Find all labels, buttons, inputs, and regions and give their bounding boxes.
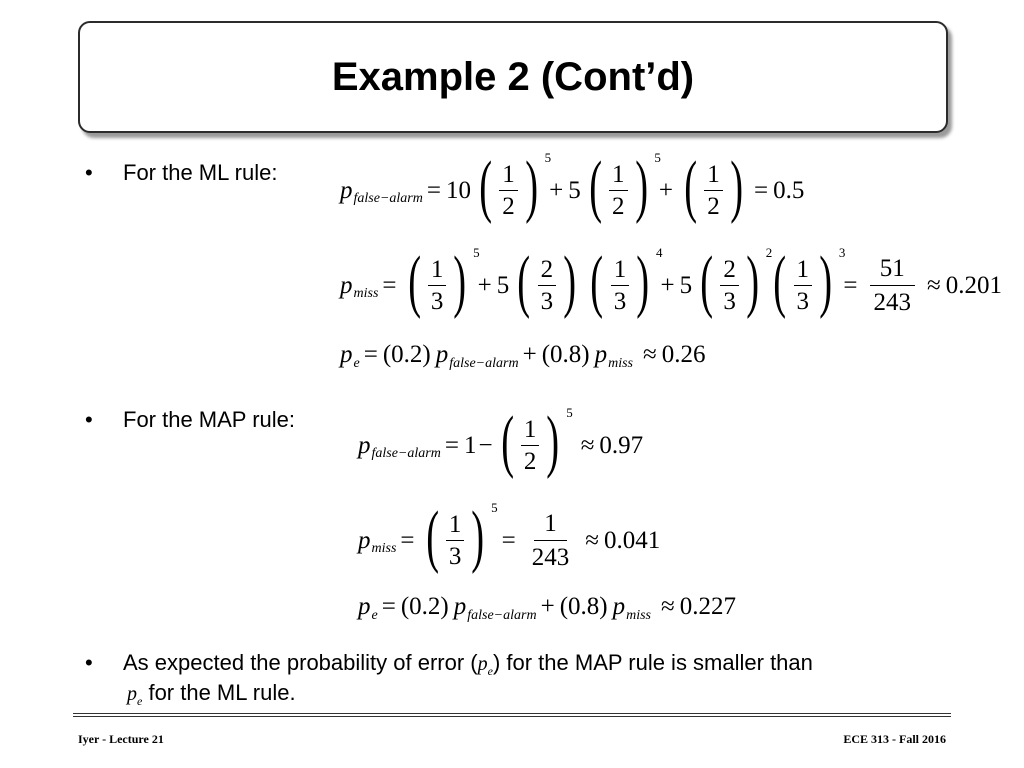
- weight: (0.2): [400, 593, 449, 620]
- result-fraction: [522, 511, 580, 570]
- right-paren: ): [471, 498, 485, 575]
- conclusion-line-2: [127, 680, 296, 706]
- equals-sign: =: [382, 271, 397, 299]
- left-paren: (: [590, 243, 604, 320]
- subscript-false-alarm: false−alarm: [449, 355, 519, 371]
- result-value: 0.26: [661, 341, 706, 368]
- result-value: 0.97: [599, 431, 644, 459]
- denominator: 3: [430, 287, 444, 315]
- result-value: 0.201: [945, 271, 1002, 299]
- denominator: 2: [523, 447, 537, 475]
- denominator: 3: [540, 287, 554, 315]
- paren-group: [496, 403, 573, 480]
- weight: (0.8): [541, 341, 590, 368]
- left-paren: (: [425, 498, 439, 575]
- paren-group: [679, 148, 748, 225]
- p-symbol: p: [594, 341, 608, 368]
- numerator: 1: [704, 162, 723, 191]
- p-symbol: p: [435, 341, 449, 368]
- pe-inline-symbol: [477, 653, 493, 678]
- conclusion-text-c: for the ML rule.: [148, 680, 296, 705]
- denominator: 3: [448, 542, 462, 570]
- left-paren: (: [684, 148, 697, 225]
- ml-pe-equation: [340, 341, 706, 371]
- coefficient: 10: [445, 176, 471, 204]
- exponent: 2: [765, 245, 773, 260]
- approx-sign: ≈: [585, 526, 599, 554]
- coefficient: 5: [568, 176, 581, 204]
- minus-sign: −: [478, 431, 493, 459]
- right-paren: ): [819, 243, 833, 320]
- exponent: 3: [838, 245, 846, 260]
- numerator: 2: [538, 257, 557, 286]
- numerator: 1: [521, 417, 540, 446]
- conclusion-text-a: As expected the probability of error (: [123, 650, 478, 675]
- fraction: [720, 257, 739, 314]
- denominator: 2: [612, 192, 625, 220]
- exponent: 5: [544, 150, 552, 165]
- exponent: 5: [491, 500, 498, 515]
- fraction: [609, 162, 628, 219]
- paren-group: [421, 498, 498, 575]
- result-value: 0.041: [603, 526, 661, 554]
- fraction: [611, 257, 630, 314]
- right-paren: ): [729, 148, 743, 225]
- fraction: [446, 512, 465, 569]
- fraction: [521, 417, 540, 474]
- exponent: 4: [656, 245, 663, 260]
- plus-sign: +: [660, 271, 675, 299]
- plus-sign: +: [549, 176, 564, 204]
- paren-group: [695, 243, 773, 320]
- p-symbol: p: [612, 593, 626, 620]
- paren-group: [474, 148, 552, 225]
- plus-sign: +: [477, 271, 492, 299]
- numerator: 1: [446, 512, 465, 541]
- fraction: [704, 162, 723, 219]
- numerator: 1: [609, 162, 628, 191]
- denominator: 243: [531, 543, 570, 571]
- left-paren: (: [588, 148, 602, 225]
- result-value: 0.5: [773, 176, 805, 204]
- paren-group: [403, 243, 480, 320]
- equals-sign: =: [381, 593, 396, 620]
- left-paren: (: [517, 243, 531, 320]
- subscript-e: e: [137, 694, 143, 708]
- approx-sign: ≈: [580, 431, 595, 459]
- conclusion-line-1: [123, 650, 813, 676]
- right-paren: ): [453, 243, 467, 320]
- subscript-miss: miss: [608, 355, 633, 371]
- equals-sign: =: [426, 176, 441, 204]
- numerator: 1: [611, 257, 630, 286]
- map-rule-label: For the MAP rule:: [123, 407, 295, 432]
- subscript-miss: miss: [626, 607, 651, 623]
- equals-sign: =: [501, 526, 516, 554]
- right-paren: ): [563, 243, 577, 320]
- numerator: 1: [499, 162, 518, 191]
- p-symbol: p: [340, 341, 353, 368]
- footer-left: Iyer - Lecture 21: [78, 732, 164, 746]
- result-fraction: [863, 256, 921, 315]
- p-symbol: p: [453, 593, 467, 620]
- exponent: 5: [566, 405, 573, 420]
- numerator: 51: [870, 256, 915, 286]
- p-symbol: p: [358, 431, 371, 459]
- numerator: 1: [534, 511, 567, 541]
- plus-sign: +: [658, 176, 673, 204]
- fraction: [794, 257, 813, 314]
- numerator: 1: [794, 257, 813, 286]
- coefficient: 5: [679, 271, 693, 299]
- p-symbol: p: [340, 176, 353, 204]
- right-paren: ): [525, 148, 538, 225]
- exponent: 5: [654, 150, 661, 165]
- title-box: [78, 21, 948, 133]
- map-pfa-equation: [358, 403, 644, 480]
- fraction: [499, 162, 518, 219]
- fraction: [428, 257, 447, 314]
- left-paren: (: [700, 243, 714, 320]
- subscript-miss: miss: [353, 286, 379, 301]
- one: 1: [463, 431, 477, 459]
- coefficient: 5: [496, 271, 510, 299]
- paren-group: [584, 148, 661, 225]
- subscript-e: e: [371, 607, 378, 623]
- subscript-false-alarm: false−alarm: [371, 446, 441, 461]
- plus-sign: +: [522, 341, 537, 368]
- footer-divider: [73, 713, 951, 714]
- slide-title: Example 2 (Cont’d): [331, 54, 695, 99]
- paren-group: [585, 243, 663, 320]
- denominator: 2: [502, 192, 515, 220]
- weight: (0.8): [559, 593, 608, 620]
- denominator: 3: [613, 287, 627, 315]
- ml-pmiss-equation: [340, 243, 1003, 320]
- p-symbol: p: [340, 271, 353, 299]
- right-paren: ): [746, 243, 759, 320]
- bullet-dot: •: [85, 407, 93, 432]
- footer-divider: [73, 716, 951, 717]
- ml-rule-label: For the ML rule:: [123, 160, 278, 185]
- subscript-false-alarm: false−alarm: [353, 191, 423, 206]
- paren-group: [768, 243, 846, 320]
- fraction: [538, 257, 557, 314]
- equals-sign: =: [400, 526, 415, 554]
- p-symbol: p: [127, 683, 137, 705]
- result-value: 0.227: [679, 593, 736, 620]
- plus-sign: +: [540, 593, 555, 620]
- p-symbol: p: [358, 526, 371, 554]
- right-paren: ): [634, 148, 648, 225]
- paren-group: [512, 243, 581, 320]
- right-paren: ): [636, 243, 650, 320]
- conclusion-text-b: ) for the MAP rule is smaller than: [492, 650, 813, 675]
- approx-sign: ≈: [926, 271, 941, 299]
- equals-sign: =: [363, 341, 378, 368]
- weight: (0.2): [382, 341, 431, 368]
- map-pmiss-equation: [358, 498, 661, 575]
- subscript-e: e: [487, 664, 493, 678]
- footer-right: ECE 313 - Fall 2016: [843, 732, 946, 746]
- subscript-miss: miss: [371, 541, 397, 556]
- right-paren: ): [546, 403, 560, 480]
- ml-pfa-equation: [340, 148, 805, 225]
- equals-sign: =: [754, 176, 769, 204]
- approx-sign: ≈: [661, 593, 675, 620]
- denominator: 3: [723, 287, 736, 315]
- exponent: 5: [473, 245, 480, 260]
- numerator: 1: [428, 257, 447, 286]
- approx-sign: ≈: [643, 341, 657, 368]
- p-symbol: p: [358, 593, 371, 620]
- pe-inline-symbol: [127, 683, 143, 708]
- left-paren: (: [479, 148, 493, 225]
- denominator: 2: [707, 192, 720, 220]
- left-paren: (: [407, 243, 421, 320]
- p-symbol: p: [477, 653, 488, 675]
- bullet-dot: •: [85, 650, 93, 675]
- bullet-conclusion: [85, 650, 985, 710]
- subscript-false-alarm: false−alarm: [467, 607, 537, 623]
- denominator: 3: [796, 287, 810, 315]
- subscript-e: e: [353, 355, 360, 371]
- equals-sign: =: [444, 431, 459, 459]
- map-pe-equation: [358, 593, 737, 623]
- bullet-dot: •: [85, 160, 93, 185]
- left-paren: (: [773, 243, 787, 320]
- denominator: 243: [873, 288, 911, 316]
- equals-sign: =: [843, 271, 858, 299]
- left-paren: (: [500, 403, 514, 480]
- numerator: 2: [720, 257, 739, 286]
